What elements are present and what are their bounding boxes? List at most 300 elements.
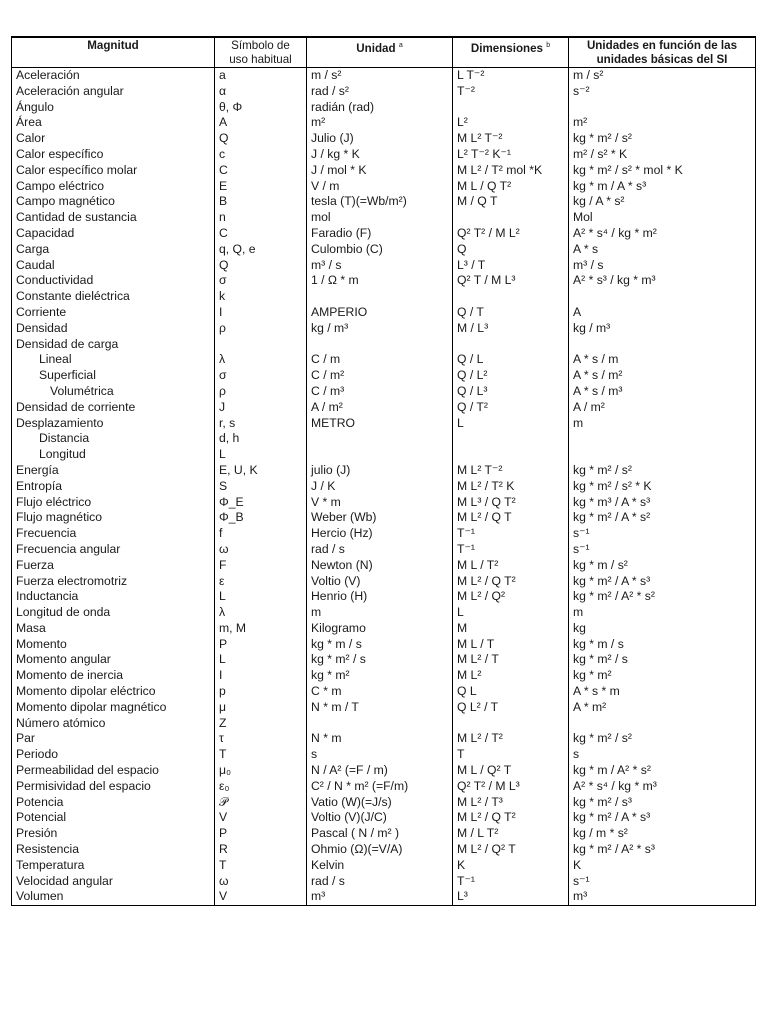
- cell-dimensiones: Q / T: [453, 305, 569, 321]
- cell-unidad: s: [307, 747, 453, 763]
- cell-magnitud: Volumétrica: [12, 384, 215, 400]
- cell-dimensiones: M: [453, 621, 569, 637]
- table-row: [12, 526, 756, 542]
- cell-unidades-si: m³: [569, 889, 756, 905]
- table-row: [12, 542, 756, 558]
- cell-simbolo: 𝒫: [215, 795, 307, 811]
- cell-unidad: radián (rad): [307, 100, 453, 116]
- cell-simbolo: a: [215, 68, 307, 84]
- cell-unidades-si: kg * m² / A * s³: [569, 810, 756, 826]
- cell-magnitud: Aceleración angular: [12, 84, 215, 100]
- cell-dimensiones: M L²: [453, 668, 569, 684]
- table-row: [12, 163, 756, 179]
- cell-magnitud: Aceleración: [12, 68, 215, 84]
- cell-dimensiones: M L³ / Q T²: [453, 495, 569, 511]
- cell-dimensiones: M L² / T²: [453, 731, 569, 747]
- cell-simbolo: τ: [215, 731, 307, 747]
- cell-simbolo: E: [215, 179, 307, 195]
- cell-unidad: m²: [307, 115, 453, 131]
- table-row: [12, 337, 756, 353]
- cell-unidades-si: kg: [569, 621, 756, 637]
- cell-magnitud: Campo magnético: [12, 194, 215, 210]
- table-row: [12, 242, 756, 258]
- cell-magnitud: Calor: [12, 131, 215, 147]
- cell-unidades-si: kg * m² / s²: [569, 463, 756, 479]
- cell-unidad: C * m: [307, 684, 453, 700]
- cell-unidad: [307, 337, 453, 353]
- cell-unidades-si: A * s / m³: [569, 384, 756, 400]
- cell-dimensiones: [453, 337, 569, 353]
- cell-unidad: m³: [307, 889, 453, 905]
- table-row: [12, 384, 756, 400]
- table-row: [12, 763, 756, 779]
- cell-unidad: V * m: [307, 495, 453, 511]
- cell-magnitud: Momento dipolar eléctrico: [12, 684, 215, 700]
- cell-unidades-si: kg * m / A * s³: [569, 179, 756, 195]
- header-dimensiones: Dimensiones $^b$: [453, 37, 569, 68]
- cell-simbolo: Q: [215, 131, 307, 147]
- cell-dimensiones: M L² / T² K: [453, 479, 569, 495]
- cell-unidades-si: m³ / s: [569, 258, 756, 274]
- cell-simbolo: L: [215, 589, 307, 605]
- cell-unidad: [307, 431, 453, 447]
- cell-simbolo: k: [215, 289, 307, 305]
- cell-dimensiones: T: [453, 747, 569, 763]
- cell-dimensiones: [453, 447, 569, 463]
- cell-unidad: J / K: [307, 479, 453, 495]
- cell-unidad: kg * m² / s: [307, 652, 453, 668]
- cell-simbolo: E, U, K: [215, 463, 307, 479]
- cell-magnitud: Entropía: [12, 479, 215, 495]
- cell-unidades-si: s: [569, 747, 756, 763]
- cell-unidades-si: m² / s² * K: [569, 147, 756, 163]
- cell-magnitud: Longitud de onda: [12, 605, 215, 621]
- cell-dimensiones: [453, 100, 569, 116]
- cell-unidad: J / mol * K: [307, 163, 453, 179]
- cell-simbolo: σ: [215, 368, 307, 384]
- cell-simbolo: B: [215, 194, 307, 210]
- cell-magnitud: Densidad de carga: [12, 337, 215, 353]
- cell-magnitud: Número atómico: [12, 716, 215, 732]
- cell-unidad: rad / s²: [307, 84, 453, 100]
- cell-simbolo: L: [215, 652, 307, 668]
- cell-magnitud: Área: [12, 115, 215, 131]
- table-row: [12, 826, 756, 842]
- cell-magnitud: Volumen: [12, 889, 215, 905]
- cell-unidades-si: kg * m² / A * s²: [569, 510, 756, 526]
- cell-dimensiones: Q² T / M L³: [453, 273, 569, 289]
- table-row: [12, 258, 756, 274]
- cell-unidades-si: A * m²: [569, 700, 756, 716]
- cell-simbolo: Φ_B: [215, 510, 307, 526]
- cell-unidades-si: kg * m² / s² * mol * K: [569, 163, 756, 179]
- cell-unidades-si: kg / m³: [569, 321, 756, 337]
- cell-magnitud: Periodo: [12, 747, 215, 763]
- cell-dimensiones: M L² T⁻²: [453, 131, 569, 147]
- cell-unidad: kg / m³: [307, 321, 453, 337]
- table-row: [12, 131, 756, 147]
- cell-dimensiones: T⁻²: [453, 84, 569, 100]
- cell-unidad: J / kg * K: [307, 147, 453, 163]
- cell-unidad: Henrio (H): [307, 589, 453, 605]
- cell-simbolo: ω: [215, 874, 307, 890]
- cell-magnitud: Densidad: [12, 321, 215, 337]
- cell-unidades-si: s⁻¹: [569, 874, 756, 890]
- cell-dimensiones: Q² T² / M L²: [453, 226, 569, 242]
- cell-unidad: Hercio (Hz): [307, 526, 453, 542]
- cell-simbolo: T: [215, 858, 307, 874]
- cell-dimensiones: M L² / Q² T: [453, 842, 569, 858]
- cell-unidad: m: [307, 605, 453, 621]
- table-row: [12, 700, 756, 716]
- table-row: [12, 194, 756, 210]
- cell-unidades-si: A * s / m: [569, 352, 756, 368]
- cell-magnitud: Potencia: [12, 795, 215, 811]
- cell-unidad: [307, 289, 453, 305]
- cell-magnitud: Potencial: [12, 810, 215, 826]
- cell-unidad: [307, 716, 453, 732]
- cell-unidades-si: kg / A * s²: [569, 194, 756, 210]
- cell-simbolo: C: [215, 226, 307, 242]
- cell-unidad: rad / s: [307, 542, 453, 558]
- cell-unidades-si: s⁻¹: [569, 526, 756, 542]
- cell-simbolo: I: [215, 305, 307, 321]
- cell-unidades-si: [569, 289, 756, 305]
- cell-unidad: m / s²: [307, 68, 453, 84]
- cell-simbolo: α: [215, 84, 307, 100]
- table-row: [12, 684, 756, 700]
- cell-unidades-si: [569, 716, 756, 732]
- table-row: [12, 668, 756, 684]
- cell-unidad: Faradio (F): [307, 226, 453, 242]
- cell-dimensiones: [453, 289, 569, 305]
- cell-dimensiones: M L² / Q T²: [453, 810, 569, 826]
- cell-dimensiones: [453, 431, 569, 447]
- cell-unidades-si: A² * s³ / kg * m³: [569, 273, 756, 289]
- cell-dimensiones: T⁻¹: [453, 542, 569, 558]
- cell-unidades-si: s⁻²: [569, 84, 756, 100]
- cell-unidad: N * m / T: [307, 700, 453, 716]
- cell-simbolo: p: [215, 684, 307, 700]
- cell-unidades-si: A * s / m²: [569, 368, 756, 384]
- table-row: [12, 858, 756, 874]
- table-row: [12, 589, 756, 605]
- cell-simbolo: ρ: [215, 384, 307, 400]
- table-row: [12, 100, 756, 116]
- cell-simbolo: μ: [215, 700, 307, 716]
- cell-simbolo: f: [215, 526, 307, 542]
- cell-dimensiones: L² T⁻² K⁻¹: [453, 147, 569, 163]
- table-row: [12, 463, 756, 479]
- cell-dimensiones: M L / T²: [453, 558, 569, 574]
- cell-unidades-si: [569, 447, 756, 463]
- table-row: [12, 226, 756, 242]
- cell-unidades-si: s⁻¹: [569, 542, 756, 558]
- cell-unidad: Vatio (W)(=J/s): [307, 795, 453, 811]
- cell-magnitud: Carga: [12, 242, 215, 258]
- cell-unidades-si: kg * m² / s²: [569, 131, 756, 147]
- cell-simbolo: λ: [215, 605, 307, 621]
- cell-magnitud: Corriente: [12, 305, 215, 321]
- cell-dimensiones: L²: [453, 115, 569, 131]
- cell-simbolo: J: [215, 400, 307, 416]
- cell-simbolo: P: [215, 826, 307, 842]
- cell-unidad: mol: [307, 210, 453, 226]
- cell-unidad: N / A² (=F / m): [307, 763, 453, 779]
- table-body: [12, 68, 756, 906]
- table-row: [12, 637, 756, 653]
- cell-dimensiones: L: [453, 416, 569, 432]
- cell-simbolo: Q: [215, 258, 307, 274]
- cell-simbolo: m, M: [215, 621, 307, 637]
- cell-magnitud: Distancia: [12, 431, 215, 447]
- table-row: [12, 810, 756, 826]
- cell-unidad: Ohmio (Ω)(=V/A): [307, 842, 453, 858]
- cell-simbolo: ω: [215, 542, 307, 558]
- cell-simbolo: μ₀: [215, 763, 307, 779]
- table-row: [12, 305, 756, 321]
- cell-dimensiones: M / L³: [453, 321, 569, 337]
- table-row: [12, 605, 756, 621]
- table-row: [12, 289, 756, 305]
- cell-unidad: kg * m / s: [307, 637, 453, 653]
- cell-simbolo: V: [215, 810, 307, 826]
- cell-unidad: Weber (Wb): [307, 510, 453, 526]
- cell-unidades-si: m²: [569, 115, 756, 131]
- cell-simbolo: [215, 337, 307, 353]
- cell-magnitud: Flujo magnético: [12, 510, 215, 526]
- cell-magnitud: Frecuencia: [12, 526, 215, 542]
- cell-dimensiones: Q / T²: [453, 400, 569, 416]
- cell-dimensiones: L: [453, 605, 569, 621]
- cell-magnitud: Inductancia: [12, 589, 215, 605]
- cell-unidad: METRO: [307, 416, 453, 432]
- cell-unidades-si: m: [569, 605, 756, 621]
- table-row: [12, 147, 756, 163]
- cell-dimensiones: M L / T: [453, 637, 569, 653]
- cell-dimensiones: Q² T² / M L³: [453, 779, 569, 795]
- cell-magnitud: Fuerza electromotriz: [12, 574, 215, 590]
- cell-unidades-si: [569, 337, 756, 353]
- cell-unidades-si: A * s: [569, 242, 756, 258]
- cell-magnitud: Presión: [12, 826, 215, 842]
- cell-magnitud: Flujo eléctrico: [12, 495, 215, 511]
- cell-magnitud: Ángulo: [12, 100, 215, 116]
- footnote-marker-b: b: [546, 42, 551, 49]
- header-simbolo: Símbolo de uso habitual: [215, 37, 307, 68]
- cell-dimensiones: L³: [453, 889, 569, 905]
- cell-magnitud: Cantidad de sustancia: [12, 210, 215, 226]
- cell-dimensiones: M / L T²: [453, 826, 569, 842]
- cell-simbolo: A: [215, 115, 307, 131]
- cell-unidades-si: kg * m²: [569, 668, 756, 684]
- cell-simbolo: r, s: [215, 416, 307, 432]
- footnote-marker-a: a: [398, 42, 403, 49]
- cell-unidades-si: kg * m² / s² * K: [569, 479, 756, 495]
- cell-unidades-si: A² * s⁴ / kg * m²: [569, 226, 756, 242]
- cell-dimensiones: Q L² / T: [453, 700, 569, 716]
- cell-unidades-si: kg * m / s²: [569, 558, 756, 574]
- cell-unidad: Voltio (V): [307, 574, 453, 590]
- cell-magnitud: Velocidad angular: [12, 874, 215, 890]
- table-row: [12, 479, 756, 495]
- cell-magnitud: Capacidad: [12, 226, 215, 242]
- magnitudes-table: [11, 36, 756, 906]
- cell-unidad: C / m³: [307, 384, 453, 400]
- cell-magnitud: Permeabilidad del espacio: [12, 763, 215, 779]
- cell-magnitud: Fuerza: [12, 558, 215, 574]
- header-unidad: Unidad $^a$: [307, 37, 453, 68]
- cell-simbolo: S: [215, 479, 307, 495]
- cell-simbolo: P: [215, 637, 307, 653]
- cell-unidad: tesla (T)(=Wb/m²): [307, 194, 453, 210]
- cell-unidades-si: A: [569, 305, 756, 321]
- table-row: [12, 889, 756, 905]
- cell-dimensiones: M L² T⁻²: [453, 463, 569, 479]
- cell-unidades-si: kg * m² / A * s³: [569, 574, 756, 590]
- cell-magnitud: Lineal: [12, 352, 215, 368]
- cell-magnitud: Desplazamiento: [12, 416, 215, 432]
- cell-unidad: A / m²: [307, 400, 453, 416]
- cell-dimensiones: M L² / Q²: [453, 589, 569, 605]
- cell-simbolo: θ, Φ: [215, 100, 307, 116]
- cell-unidades-si: kg * m² / s³: [569, 795, 756, 811]
- table-row: [12, 842, 756, 858]
- cell-dimensiones: [453, 210, 569, 226]
- table-row: [12, 115, 756, 131]
- cell-unidades-si: [569, 100, 756, 116]
- cell-dimensiones: T⁻¹: [453, 526, 569, 542]
- cell-unidad: 1 / Ω * m: [307, 273, 453, 289]
- cell-magnitud: Masa: [12, 621, 215, 637]
- cell-simbolo: ρ: [215, 321, 307, 337]
- cell-simbolo: Z: [215, 716, 307, 732]
- cell-unidad: N * m: [307, 731, 453, 747]
- cell-magnitud: Superficial: [12, 368, 215, 384]
- cell-simbolo: T: [215, 747, 307, 763]
- table-row: [12, 273, 756, 289]
- cell-unidades-si: A / m²: [569, 400, 756, 416]
- table-row: [12, 716, 756, 732]
- cell-dimensiones: M L² / Q T: [453, 510, 569, 526]
- table-row: [12, 795, 756, 811]
- table-row: [12, 731, 756, 747]
- cell-unidad: Voltio (V)(J/C): [307, 810, 453, 826]
- cell-magnitud: Calor específico molar: [12, 163, 215, 179]
- table-row: [12, 779, 756, 795]
- cell-dimensiones: K: [453, 858, 569, 874]
- cell-unidad: Julio (J): [307, 131, 453, 147]
- cell-simbolo: V: [215, 889, 307, 905]
- cell-simbolo: R: [215, 842, 307, 858]
- table-row: [12, 747, 756, 763]
- cell-unidades-si: kg * m / s: [569, 637, 756, 653]
- table-header: [12, 37, 756, 68]
- cell-unidad: Kelvin: [307, 858, 453, 874]
- cell-dimensiones: L T⁻²: [453, 68, 569, 84]
- cell-dimensiones: Q: [453, 242, 569, 258]
- table-row: [12, 447, 756, 463]
- cell-magnitud: Caudal: [12, 258, 215, 274]
- cell-unidades-si: [569, 431, 756, 447]
- cell-unidad: C / m: [307, 352, 453, 368]
- cell-unidad: Newton (N): [307, 558, 453, 574]
- cell-unidades-si: kg * m² / s: [569, 652, 756, 668]
- cell-magnitud: Momento angular: [12, 652, 215, 668]
- cell-dimensiones: M / Q T: [453, 194, 569, 210]
- cell-simbolo: λ: [215, 352, 307, 368]
- cell-unidad: V / m: [307, 179, 453, 195]
- cell-magnitud: Resistencia: [12, 842, 215, 858]
- cell-simbolo: d, h: [215, 431, 307, 447]
- cell-unidad: C² / N * m² (=F/m): [307, 779, 453, 795]
- cell-unidades-si: Mol: [569, 210, 756, 226]
- cell-dimensiones: M L² / T² mol *K: [453, 163, 569, 179]
- cell-simbolo: ε: [215, 574, 307, 590]
- cell-unidad: Kilogramo: [307, 621, 453, 637]
- cell-unidad: julio (J): [307, 463, 453, 479]
- table-row: [12, 179, 756, 195]
- cell-magnitud: Densidad de corriente: [12, 400, 215, 416]
- cell-dimensiones: [453, 716, 569, 732]
- cell-dimensiones: Q / L: [453, 352, 569, 368]
- cell-magnitud: Momento: [12, 637, 215, 653]
- cell-magnitud: Calor específico: [12, 147, 215, 163]
- cell-magnitud: Momento de inercia: [12, 668, 215, 684]
- table-row: [12, 321, 756, 337]
- table-row: [12, 400, 756, 416]
- cell-dimensiones: M L² / Q T²: [453, 574, 569, 590]
- cell-unidad: m³ / s: [307, 258, 453, 274]
- cell-unidad: rad / s: [307, 874, 453, 890]
- cell-simbolo: L: [215, 447, 307, 463]
- cell-unidades-si: A * s * m: [569, 684, 756, 700]
- cell-unidades-si: kg * m² / A² * s²: [569, 589, 756, 605]
- cell-unidad: kg * m²: [307, 668, 453, 684]
- cell-dimensiones: Q L: [453, 684, 569, 700]
- cell-dimensiones: Q / L²: [453, 368, 569, 384]
- cell-unidades-si: m / s²: [569, 68, 756, 84]
- table-row: [12, 68, 756, 84]
- cell-unidades-si: K: [569, 858, 756, 874]
- table-row: [12, 574, 756, 590]
- cell-unidad: Pascal ( N / m² ): [307, 826, 453, 842]
- cell-simbolo: σ: [215, 273, 307, 289]
- table-row: [12, 495, 756, 511]
- cell-unidad: [307, 447, 453, 463]
- cell-simbolo: n: [215, 210, 307, 226]
- cell-magnitud: Momento dipolar magnético: [12, 700, 215, 716]
- cell-unidad: Culombio (C): [307, 242, 453, 258]
- cell-magnitud: Temperatura: [12, 858, 215, 874]
- cell-dimensiones: M L² / T³: [453, 795, 569, 811]
- cell-dimensiones: Q / L³: [453, 384, 569, 400]
- cell-unidad: C / m²: [307, 368, 453, 384]
- cell-unidad: AMPERIO: [307, 305, 453, 321]
- table-row: [12, 874, 756, 890]
- cell-dimensiones: M L / Q² T: [453, 763, 569, 779]
- cell-simbolo: ε₀: [215, 779, 307, 795]
- table-row: [12, 84, 756, 100]
- cell-unidades-si: kg / m * s²: [569, 826, 756, 842]
- table-row: [12, 431, 756, 447]
- cell-dimensiones: M L / Q T²: [453, 179, 569, 195]
- table-row: [12, 621, 756, 637]
- cell-unidades-si: kg * m / A² * s²: [569, 763, 756, 779]
- cell-magnitud: Constante dieléctrica: [12, 289, 215, 305]
- table-row: [12, 416, 756, 432]
- cell-magnitud: Par: [12, 731, 215, 747]
